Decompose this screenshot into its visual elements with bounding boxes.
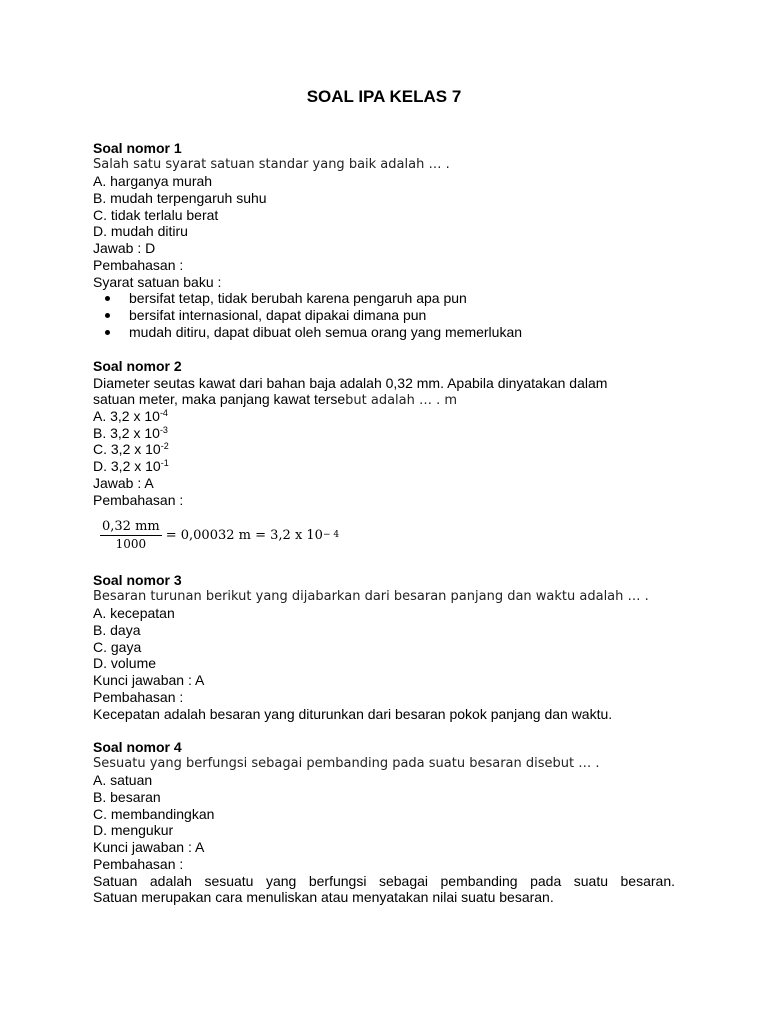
answer: Kunci jawaban : A — [93, 672, 205, 689]
option-c — [93, 441, 675, 458]
bullet-icon — [105, 313, 110, 318]
option-b: B. besaran — [93, 789, 161, 806]
answer: Jawab : A — [93, 474, 154, 491]
question-4 — [93, 739, 675, 906]
option-exponent: -4 — [159, 408, 168, 419]
option-a: A. kecepatan — [93, 605, 175, 622]
bullet-text: bersifat tetap, tidak berubah karena pengaruh apa pun — [129, 290, 467, 307]
bullet-text: bersifat internasional, dapat dipakai dimana pun — [129, 306, 427, 323]
answer: Jawab : D — [93, 240, 156, 257]
option-a: A. harganya murah — [93, 173, 213, 190]
discussion-label: Pembahasan : — [93, 256, 184, 273]
bullet-item — [93, 324, 675, 341]
question-text-line1: Diameter seutas kawat dari bahan baja adalah 0,32 mm. Apabila dinyatakan dalam — [93, 374, 608, 391]
option-d — [93, 458, 675, 475]
option-base: A. 3,2 x 10 — [93, 408, 160, 425]
question-text: Besaran turunan berikut yang dijabarkan dari besaran panjang dan waktu adalah … . — [93, 588, 649, 604]
option-d: D. volume — [93, 655, 157, 672]
question-text: Sesuatu yang berfungsi sebagai pembanding pada suatu besaran disebut … . — [93, 755, 600, 771]
discussion-text-line1: Satuan adalah sesuatu yang berfungsi sebagai pembanding pada suatu besaran. — [93, 872, 675, 889]
option-exponent: -1 — [160, 458, 169, 469]
option-b: B. mudah terpengaruh suhu — [93, 190, 267, 207]
option-d: D. mudah ditiru — [93, 223, 188, 240]
question-heading: Soal nomor 3 — [93, 572, 182, 588]
bullet-icon — [105, 296, 110, 301]
discussion-intro: Syarat satuan baku : — [93, 273, 222, 290]
option-c: C. membandingkan — [93, 805, 215, 822]
question-2 — [93, 358, 675, 508]
bullet-text: mudah ditiru, dapat dibuat oleh semua orang yang memerlukan — [129, 323, 523, 340]
option-base: D. 3,2 x 10 — [93, 458, 161, 475]
question-heading: Soal nomor 2 — [93, 358, 182, 374]
option-a: A. satuan — [93, 772, 153, 789]
discussion-formula: $\frac{0,32 mm}{1000}$ = 0,00032 m = 3,2 x 10 − 4 — [102, 518, 340, 551]
option-d: D. mengukur — [93, 822, 174, 839]
discussion-text-line2: Satuan merupakan cara menuliskan atau menyatakan nilai suatu besaran. — [93, 889, 554, 906]
option-a — [93, 408, 675, 425]
fraction-denominator: 1000 — [115, 536, 147, 551]
question-heading: Soal nomor 4 — [93, 739, 182, 755]
option-b — [93, 425, 675, 442]
discussion-label: Pembahasan : — [93, 688, 184, 705]
fraction-numerator: 0,32 mm — [102, 518, 160, 534]
question-3 — [93, 572, 675, 722]
option-b: B. daya — [93, 622, 141, 639]
question-heading: Soal nomor 1 — [93, 140, 182, 156]
option-base: C. 3,2 x 10 — [93, 441, 161, 458]
bullet-item — [93, 290, 675, 307]
fraction — [100, 518, 162, 553]
discussion-text: Kecepatan adalah besaran yang diturunkan dari besaran pokok panjang dan waktu. — [93, 705, 613, 722]
option-exponent: -3 — [159, 424, 168, 435]
question-text: Salah satu syarat satuan standar yang baik adalah … . — [93, 156, 450, 172]
bullet-icon — [105, 330, 110, 335]
option-c: C. gaya — [93, 638, 142, 655]
answer: Kunci jawaban : A — [93, 839, 205, 856]
bullet-item — [93, 307, 675, 324]
page-title: SOAL IPA KELAS 7 — [306, 87, 462, 106]
discussion-label: Pembahasan : — [93, 855, 184, 872]
option-exponent: -2 — [160, 441, 169, 452]
question-text-part2: but adalah … . m — [345, 393, 458, 409]
discussion-label: Pembahasan : — [93, 491, 184, 508]
question-text-part1: satuan meter, maka panjang kawat terse — [93, 391, 346, 408]
question-1 — [93, 140, 675, 340]
formula-result: = 0,00032 m = 3,2 x 10 — [165, 527, 323, 543]
question-text-line2 — [93, 391, 675, 408]
option-base: B. 3,2 x 10 — [93, 424, 160, 441]
option-c: C. tidak terlalu berat — [93, 206, 219, 223]
